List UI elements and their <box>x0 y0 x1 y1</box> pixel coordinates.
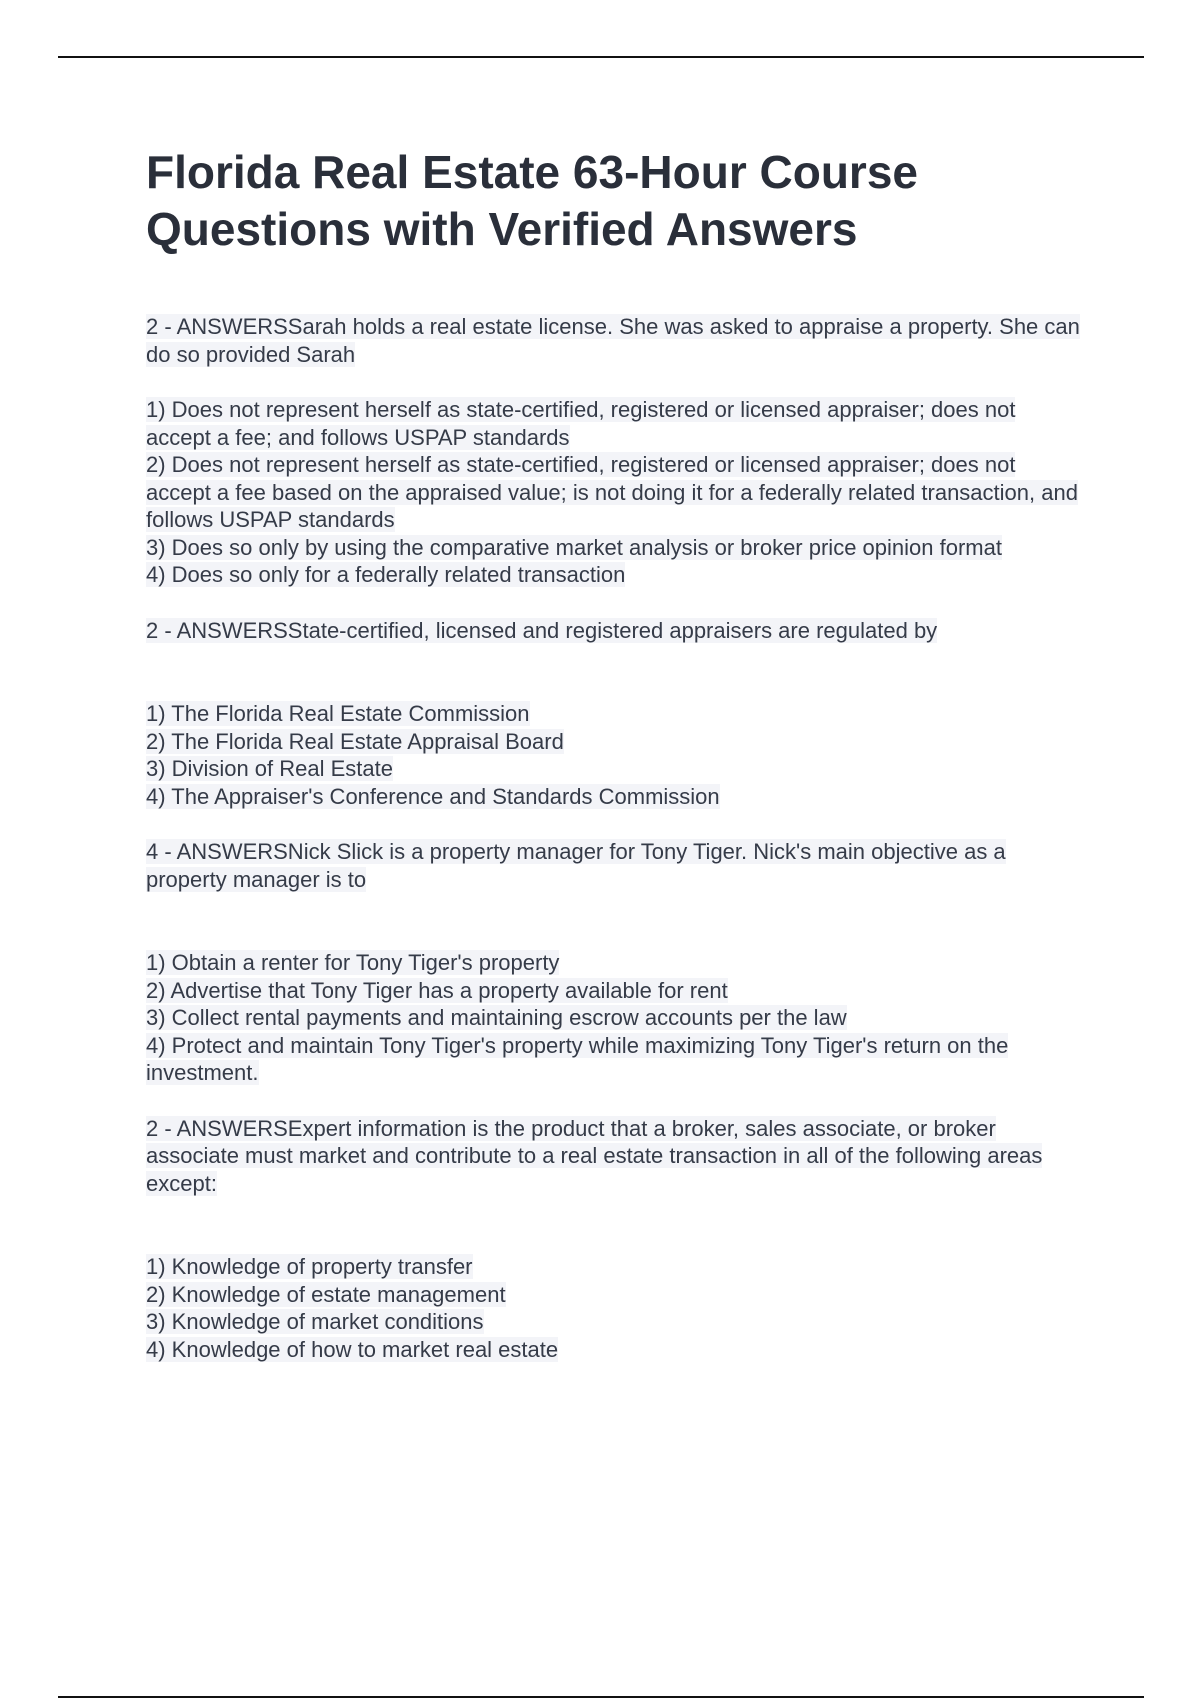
question-3-options <box>146 949 1086 1087</box>
question-4-option-2: 2) Knowledge of estate management <box>146 1281 506 1307</box>
question-4-options <box>146 1253 1086 1363</box>
question-1-option-1: 1) Does not represent herself as state-certified, registered or licensed appraiser; does not accept a fee; and follows USPAP standards <box>146 397 1016 450</box>
question-1-option-3: 3) Does so only by using the comparative market analysis or broker price opinion format <box>146 534 1002 560</box>
document-body <box>146 313 1086 1363</box>
question-2-prompt: 2 - ANSWERSState-certified, licensed and registered appraisers are regulated by <box>146 617 938 643</box>
question-3-option-1: 1) Obtain a renter for Tony Tiger's property <box>146 950 560 975</box>
question-4-prompt: 2 - ANSWERSExpert information is the product that a broker, sales associate, or broker associate must market and contribute to a real estate transaction in all of the following areas except: <box>146 1115 1043 1196</box>
question-4-option-3: 3) Knowledge of market conditions <box>146 1309 484 1334</box>
question-3-option-4: 4) Protect and maintain Tony Tiger's property while maximizing Tony Tiger's return on the investment. <box>146 1032 1009 1085</box>
question-2-options <box>146 700 1086 810</box>
document-title: Florida Real Estate 63-Hour Course Questions with Verified Answers <box>146 146 918 255</box>
question-3-option-2: 2) Advertise that Tony Tiger has a property available for rent <box>146 977 728 1003</box>
question-2-option-2: 2) The Florida Real Estate Appraisal Board <box>146 728 564 754</box>
question-1-options <box>146 396 1086 589</box>
bottom-rule <box>58 1696 1144 1698</box>
question-1-prompt: 2 - ANSWERSSarah holds a real estate license. She was asked to appraise a property. She can do so provided Sarah <box>146 314 1080 367</box>
question-2-option-4: 4) The Appraiser's Conference and Standards Commission <box>146 783 720 809</box>
question-2-option-3: 3) Division of Real Estate <box>146 756 393 781</box>
question-4-option-1: 1) Knowledge of property transfer <box>146 1254 473 1279</box>
question-1-option-2: 2) Does not represent herself as state-certified, registered or licensed appraiser; does not accept a fee based on the appraised value; is not doing it for a federally related transaction, and follows USPAP standards <box>146 452 1078 532</box>
top-rule <box>58 56 1144 58</box>
question-4-option-4: 4) Knowledge of how to market real estate <box>146 1336 559 1362</box>
question-2-option-1: 1) The Florida Real Estate Commission <box>146 701 530 726</box>
question-3-option-3: 3) Collect rental payments and maintaining escrow accounts per the law <box>146 1005 847 1030</box>
question-1-option-4: 4) Does so only for a federally related transaction <box>146 562 626 587</box>
question-3-prompt: 4 - ANSWERSNick Slick is a property manager for Tony Tiger. Nick's main objective as a property manager is to <box>146 839 1006 892</box>
